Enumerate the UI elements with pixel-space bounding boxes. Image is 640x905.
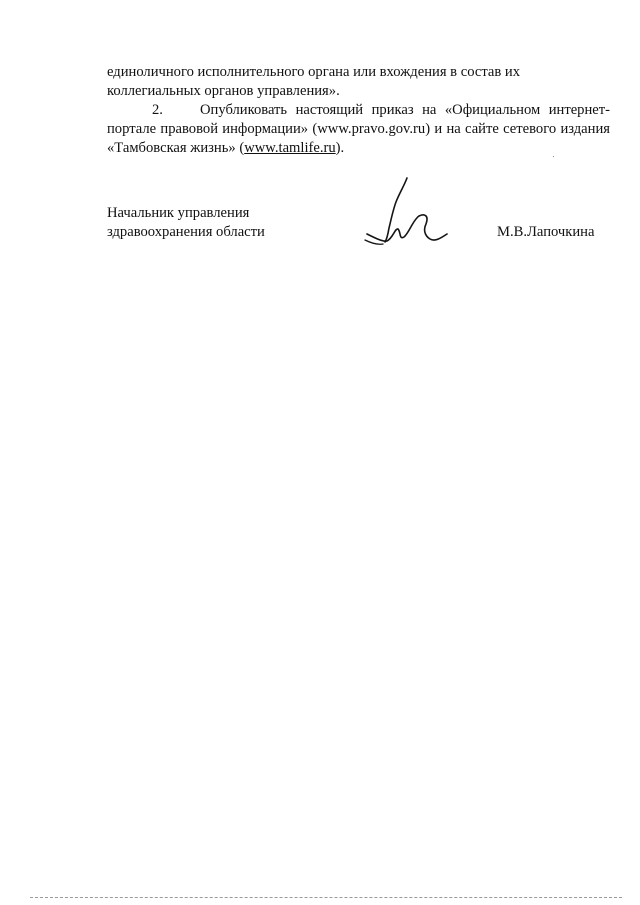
tamlife-link[interactable]: www.tamlife.ru [244, 140, 336, 156]
paragraph-continuation [107, 63, 610, 101]
document-body [107, 63, 610, 158]
signature-block [107, 204, 610, 274]
paragraph-2-number: 2. [152, 102, 163, 118]
signer-position [107, 204, 307, 242]
paragraph-continuation-line1: единоличного исполнительного органа или вхождения в состав их [107, 64, 521, 80]
paragraph-2-text: Опубликовать настоящий приказ на «Официальном интернет-портале правовой информации» (www.pravo.gov.ru) и на сайте сетевого издания «Тамбовская жизнь» ( [107, 102, 610, 156]
bottom-scan-edge [30, 897, 622, 898]
paragraph-2 [107, 101, 610, 158]
signer-position-line1: Начальник управления [107, 205, 250, 221]
handwritten-signature [363, 172, 453, 252]
signer-name: М.В.Лапочкина [497, 224, 595, 240]
signer-position-line2: здравоохранения области [107, 224, 265, 240]
paragraph-continuation-line2: коллегиальных органов управления». [107, 83, 340, 99]
scan-speck [553, 156, 554, 157]
paragraph-2-text-end: ). [335, 140, 345, 156]
